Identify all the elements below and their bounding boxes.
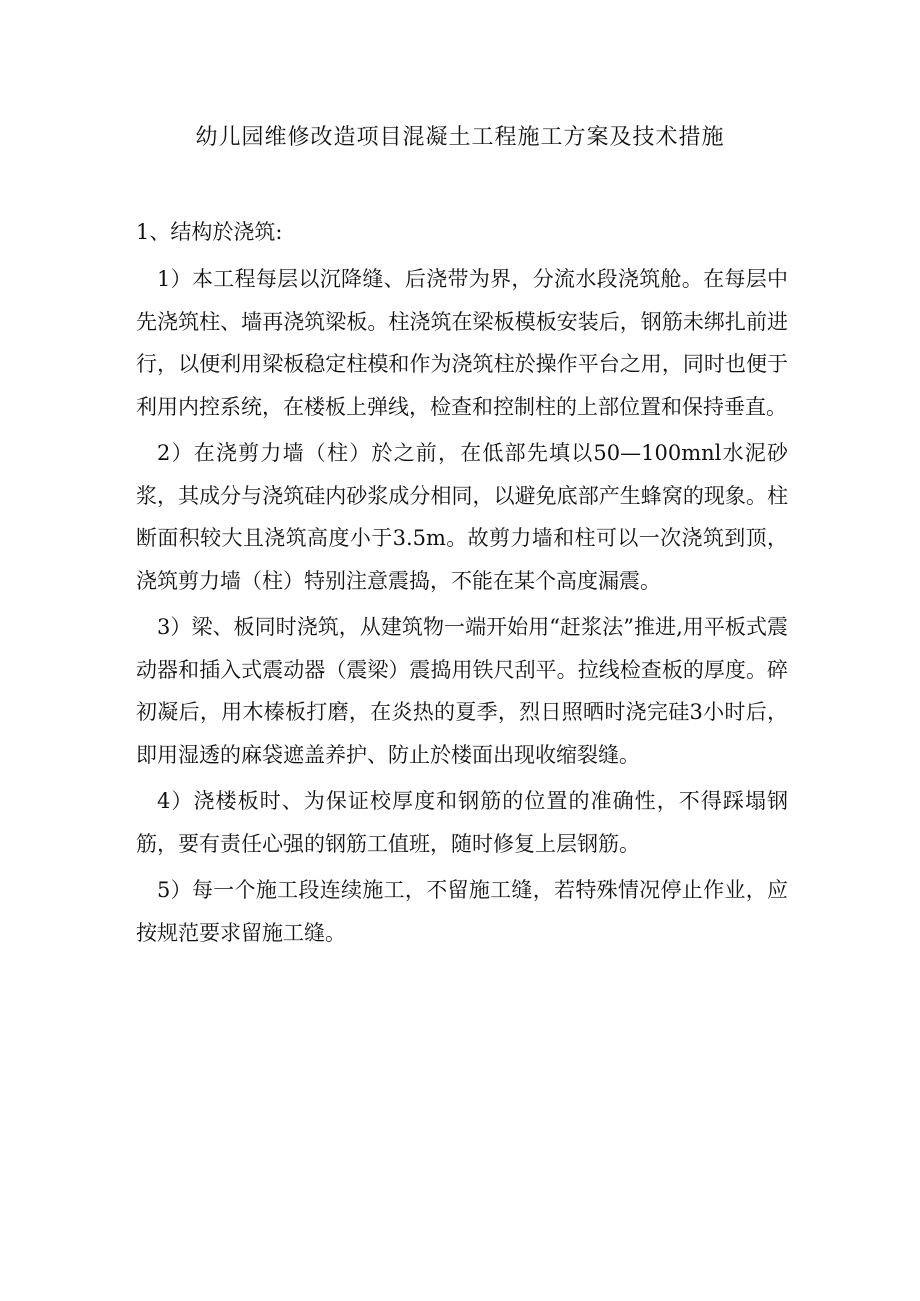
document-body: [136, 258, 788, 958]
paragraph-1: 1）本工程每层以沉降缝、后浇带为界，分流水段浇筑舱。在每层中先浇筑柱、墙再浇筑梁板。柱浇筑在梁板模板安装后，钢筋未绑扎前进行，以便利用梁板稳定柱模和作为浇筑柱於操作平台之用，同时也便于利用内控系统，在楼板上弹线，检查和控制柱的上部位置和保持垂直。: [136, 267, 788, 419]
paragraph-2: 2）在浇剪力墙（柱）於之前，在低部先填以50—100mnl水泥砂浆，其成分与浇筑硅内砂浆成分相同，以避免底部产生蜂窝的现象。柱断面积较大且浇筑高度小于3.5m。故剪力墙和柱可以一次浇筑到顶，浇筑剪力墙（柱）特别注意震捣，不能在某个高度漏震。: [136, 441, 788, 593]
paragraph-4: 4）浇楼板时、为保证校厚度和钢筋的位置的准确性，不得踩塌钢筋，要有责任心强的钢筋工值班，随时修复上层钢筋。: [136, 789, 788, 856]
paragraph-3: 3）梁、板同时浇筑，从建筑物一端开始用“赶浆法”推进,用平板式震动器和插入式震动器（震梁）震捣用铁尺刮平。拉线检查板的厚度。碎初凝后，用木榛板打磨，在炎热的夏季，烈日照晒时浇完硅3小时后，即用湿透的麻袋遮盖养护、防止於楼面出现收缩裂缝。: [136, 615, 788, 767]
section-heading: 1、结构於浇筑:: [136, 220, 283, 244]
paragraph-5: 5）每一个施工段连续施工，不留施工缝，若特殊情况停止作业，应按规范要求留施工缝。: [136, 878, 788, 945]
document-title: 幼儿园维修改造项目混凝土工程施工方案及技术措施: [195, 125, 725, 150]
